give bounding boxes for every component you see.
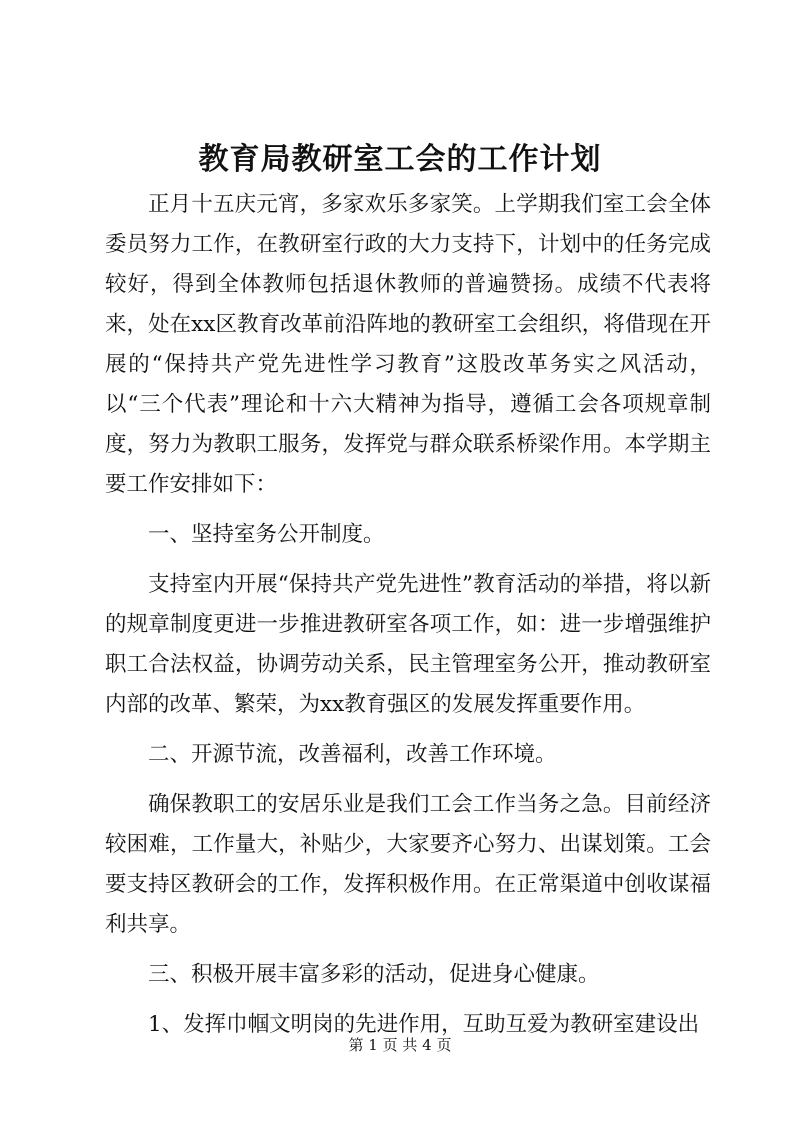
paragraph-item-1: 1、发挥巾帼文明岗的先进作用，互助互爱为教研室建设出 bbox=[148, 1012, 700, 1037]
paragraph-intro: 正月十五庆元宵，多家欢乐多家笑。上学期我们室工会全体委员努力工作，在教研室行政的大力支持下，计划中的任务完成较好，得到全体教师包括退休教师的普遍赞扬。成绩不代表将来，处在xx区教育改革前沿阵地的教研室工会组织，将借现在开展的“保持共产党先进性学习教育”这股改革务实之风活动，以“三个代表”理论和十六大精神为指导，遵循工会各项规章制度，努力为教职工服务，发挥党与群众联系桥梁作用。本学期主要工作安排如下： bbox=[105, 192, 711, 497]
document-title: 教育局教研室工会的工作计划 bbox=[198, 142, 602, 177]
section-heading-2: 二、开源节流，改善福利，改善工作环境。 bbox=[148, 742, 557, 767]
section-heading-3: 三、积极开展丰富多彩的活动，促进身心健康。 bbox=[148, 962, 600, 987]
paragraph-section-2: 确保教职工的安居乐业是我们工会工作当务之急。目前经济较困难，工作量大，补贴少，大家要齐心努力、出谋划策。工会要支持区教研会的工作，发挥积极作用。在正常渠道中创收谋福利共享。 bbox=[105, 792, 711, 937]
document-body bbox=[105, 185, 711, 1045]
section-heading-1: 一、坚持室务公开制度。 bbox=[148, 522, 385, 547]
paragraph-section-1: 支持室内开展“保持共产党先进性”教育活动的举措，将以新的规章制度更进一步推进教研室各项工作，如：进一步增强维护职工合法权益，协调劳动关系，民主管理室务公开，推动教研室内部的改革、繁荣，为xx教育强区的发展发挥重要作用。 bbox=[105, 572, 711, 717]
page-number-footer: 第 1 页 共 4 页 bbox=[348, 1036, 452, 1054]
